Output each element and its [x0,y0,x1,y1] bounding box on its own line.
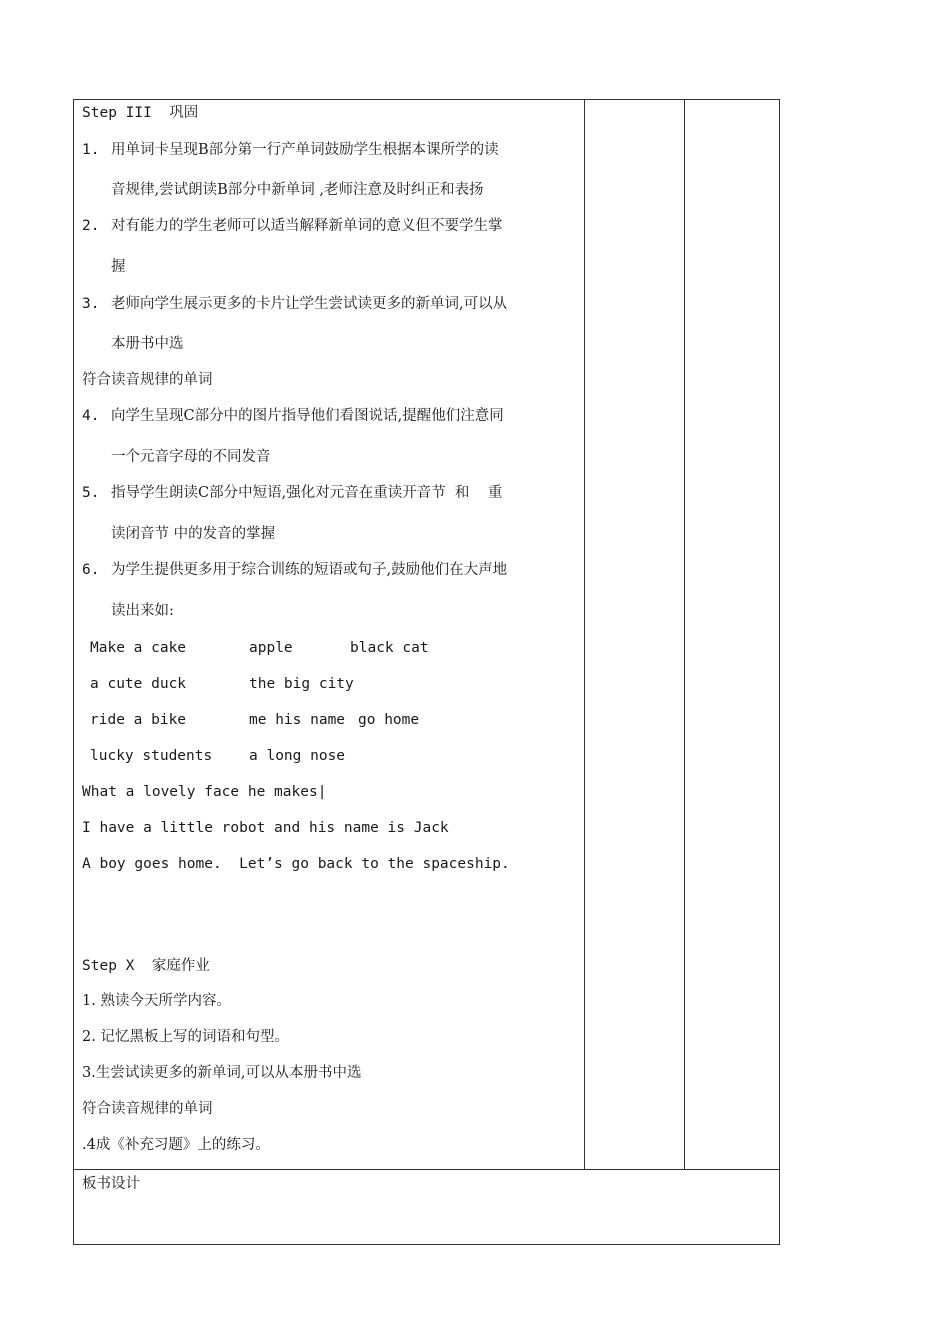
phrase: me his name [249,712,346,728]
step3-heading: Step III 巩固 [82,105,199,121]
step3-item-5-line2: 读闭音节 中的发音的掌握 [111,526,276,542]
step3-item-2-line1: 对有能力的学生老师可以适当解释新单词的意义但不要学生掌 [111,218,503,234]
table-border-top [73,99,780,100]
phrase: a cute duck [90,676,187,692]
phrase: Make a cake [90,640,187,656]
phrase: lucky students [90,748,213,764]
step3-item-5-line1: 指导学生朗读C部分中短语,强化对元音在重读开音节 和 重 [111,485,503,501]
stepx-item: 1. 熟读今天所学内容。 [82,993,231,1009]
phrase: the big city [249,676,354,692]
step3-item-2-number: 2. [82,218,100,234]
step3-item-1-line2: 音规律,尝试朗读B部分中新单词 ,老师注意及时纠正和表扬 [111,182,484,198]
sentence: I have a little robot and his name is Jack [82,820,449,836]
stepx-heading: Step X 家庭作业 [82,958,210,974]
step3-item-4-number: 4. [82,408,100,424]
phrase: apple [249,640,293,656]
stepx-item: 符合读音规律的单词 [82,1101,213,1117]
step3-item-3-line1: 老师向学生展示更多的卡片让学生尝试读更多的新单词,可以从 [111,296,508,312]
step3-item-4-line2: 一个元音字母的不同发音 [111,449,271,465]
stepx-item: 3.生尝试读更多的新单词,可以从本册书中选 [82,1065,362,1081]
sentence: A boy goes home. Let’s go back to the spaceship. [82,856,510,872]
table-border-bottom [73,1244,780,1245]
table-column-divider-1 [584,99,585,1170]
phrase: go home [358,712,420,728]
step3-item-2-line2: 握 [111,259,126,275]
phrase: ride a bike [90,712,187,728]
stepx-item: 2. 记忆黑板上写的词语和句型。 [82,1029,289,1045]
table-column-divider-2 [684,99,685,1170]
step3-item-6-line1: 为学生提供更多用于综合训练的短语或句子,鼓励他们在大声地 [111,562,508,578]
table-border-left [73,99,74,1245]
board-design-label: 板书设计 [82,1176,140,1192]
step3-item-1-number: 1. [82,142,100,158]
step3-item-6-line2: 读出来如: [111,603,174,619]
phrase: black cat [350,640,429,656]
phrase: a long nose [249,748,346,764]
step3-item-1-line1: 用单词卡呈现B部分第一行产单词鼓励学生根据本课所学的读 [111,142,499,158]
step3-item-3-number: 3. [82,296,100,312]
step3-item-4-line1: 向学生呈现C部分中的图片指导他们看图说话,提醒他们注意同 [111,408,504,424]
step3-item-5-number: 5. [82,485,100,501]
table-border-right [779,99,780,1245]
sentence: What a lovely face he makes| [82,784,327,800]
table-row-divider [73,1169,780,1170]
step3-note: 符合读音规律的单词 [82,372,213,388]
step3-item-6-number: 6. [82,562,100,578]
step3-item-3-line2: 本册书中选 [111,336,184,352]
stepx-item: .4成《补充习题》上的练习。 [82,1137,270,1153]
